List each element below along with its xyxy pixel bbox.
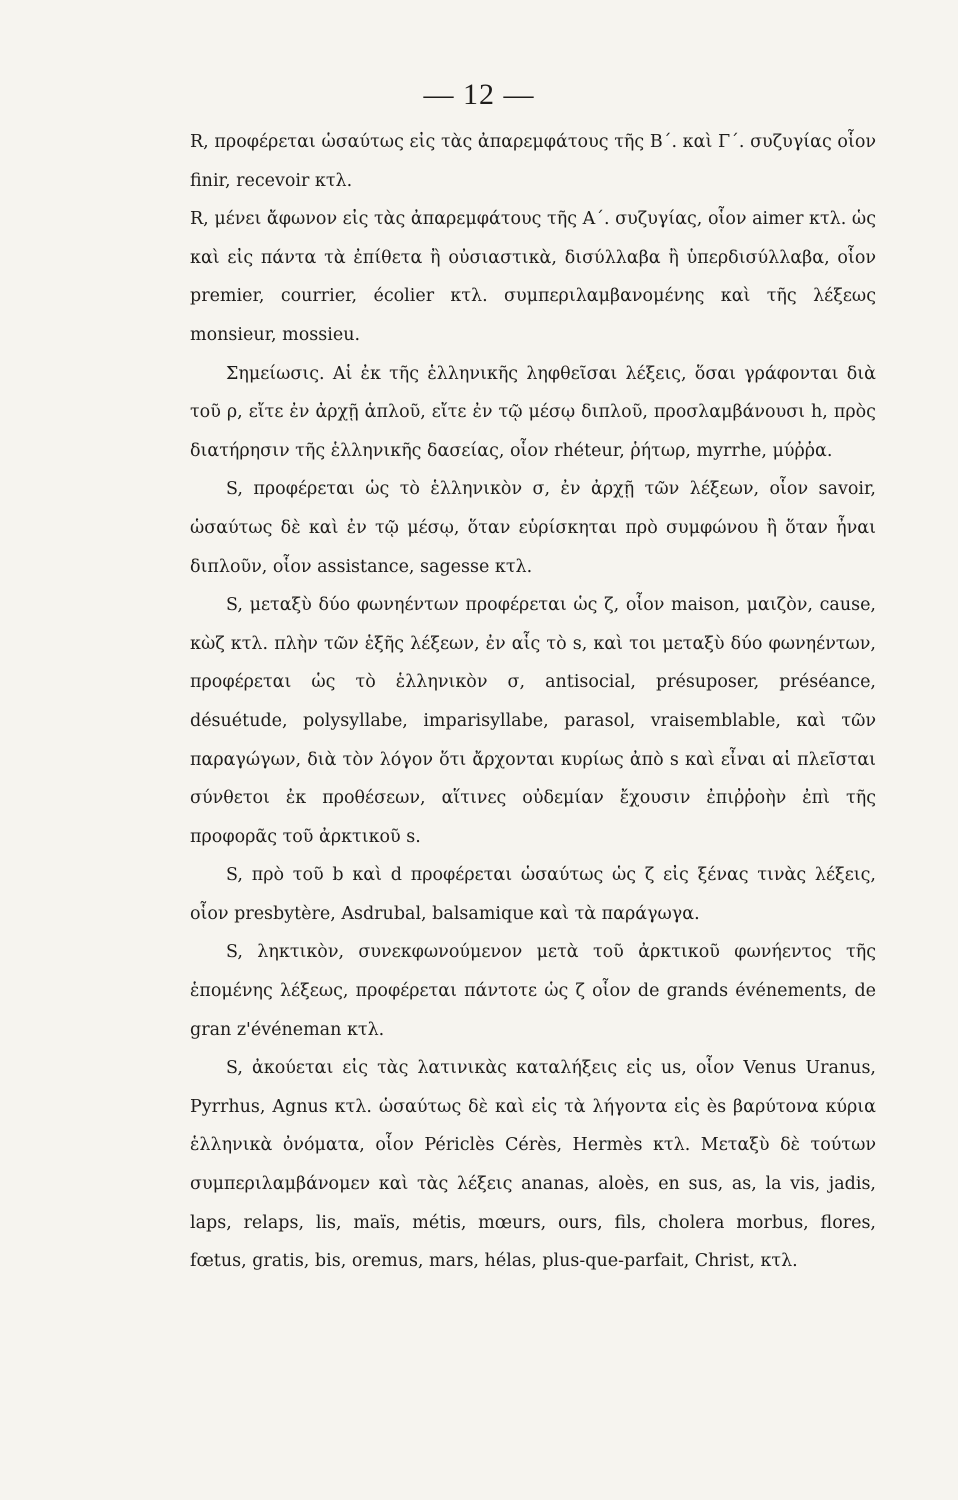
paragraph-s-initial: S, προφέρεται ὡς τὸ ἑλληνικὸν σ, ἐν ἀρχῇ τῶν λέξεων, οἷον savoir, ὡσαύτως δὲ καὶ ἐν τῷ μέσῳ, ὅταν εὑρίσκηται πρὸ συμφώνου ἢ ὅταν ἦναι διπλοῦν, οἷον assistance, sagesse κτλ. [190,479,876,577]
paragraph-s-latin-endings: S, ἀκούεται εἰς τὰς λατινικὰς καταλήξεις εἰς us, οἷον Venus Uranus, Pyrrhus, Agnus κτλ. ὡσαύτως δὲ καὶ εἰς τὰ λήγοντα εἰς ès βαρύτονα κύρια ἑλληνικὰ ὀνόματα, οἷον Périclès Cérès, Hermès κτλ. Μεταξὺ δὲ τούτων συμπεριλαμβάνομεν καὶ τὰς λέξεις ananas, aloès, en sus, as, la vis, jadis, laps, relaps, lis, maïs, métis, mœurs, ours, fils, cholera morbus, flores, fœtus, gratis, bis, oremus, mars, hélas, plus-que-parfait, Christ, κτλ. [190,1058,876,1272]
paragraph-r-pronounced: R, προφέρεται ὡσαύτως εἰς τὰς ἀπαρεμφάτους τῆς Β΄. καὶ Γ΄. συζυγίας οἷον finir, recevoir κτλ. [190,132,876,191]
paragraph-s-before-b-d: S, πρὸ τοῦ b καὶ d προφέρεται ὡσαύτως ὡς ζ εἰς ξένας τινὰς λέξεις, οἷον presbytère, Asdrubal, balsamique καὶ τὰ παράγωγα. [190,865,876,924]
paragraph-s-final-liaison: S, ληκτικὸν, συνεκφωνούμενον μετὰ τοῦ ἀρκτικοῦ φωνήεντος τῆς ἑπομένης λέξεως, προφέρεται πάντοτε ὡς ζ οἷον de grands événements, de gran z'événeman κτλ. [190,942,876,1040]
paragraph-note-greek-words: Σημείωσις. Αἱ ἐκ τῆς ἑλληνικῆς ληφθεῖσαι λέξεις, ὅσαι γράφονται διὰ τοῦ ρ, εἴτε ἐν ἀρχῇ ἁπλοῦ, εἴτε ἐν τῷ μέσῳ διπλοῦ, προσλαμβάνουσι h, πρὸς διατήρησιν τῆς ἑλληνικῆς δασείας, οἷον rhéteur, ῥήτωρ, myrrhe, μύῤῥα. [190,363,876,461]
page-number: — 12 — [423,78,535,111]
page-body [190,123,876,1281]
paragraph-s-between-vowels: S, μεταξὺ δύο φωνηέντων προφέρεται ὡς ζ, οἷον maison, μαιζὸν, cause, κὼζ κτλ. πλὴν τῶν ἑξῆς λέξεων, ἐν αἷς τὸ s, καὶ τοι μεταξὺ δύο φωνηέντων, προφέρεται ὡς τὸ ἑλληνικὸν σ, antisocial, présuposer, préséance, désuétude, polysyllabe, imparisyllabe, parasol, vraisemblable, καὶ τῶν παραγώγων, διὰ τὸν λόγον ὅτι ἄρχονται κυρίως ἀπὸ s καὶ εἶναι αἱ πλεῖσται σύνθετοι ἐκ προθέσεων, αἵτινες οὐδεμίαν ἔχουσιν ἐπιῤῥοὴν ἐπὶ τῆς προφορᾶς τοῦ ἀρκτικοῦ s. [190,595,876,847]
paragraph-r-silent: R, μένει ἄφωνον εἰς τὰς ἀπαρεμφάτους τῆς Α΄. συζυγίας, οἷον aimer κτλ. ὡς καὶ εἰς πάντα τὰ ἐπίθετα ἢ οὐσιαστικὰ, δισύλλαβα ἢ ὑπερδισύλλαβα, οἷον premier, courrier, écolier κτλ. συμπεριλαμβανομένης καὶ τῆς λέξεως monsieur, mossieu. [190,209,876,345]
